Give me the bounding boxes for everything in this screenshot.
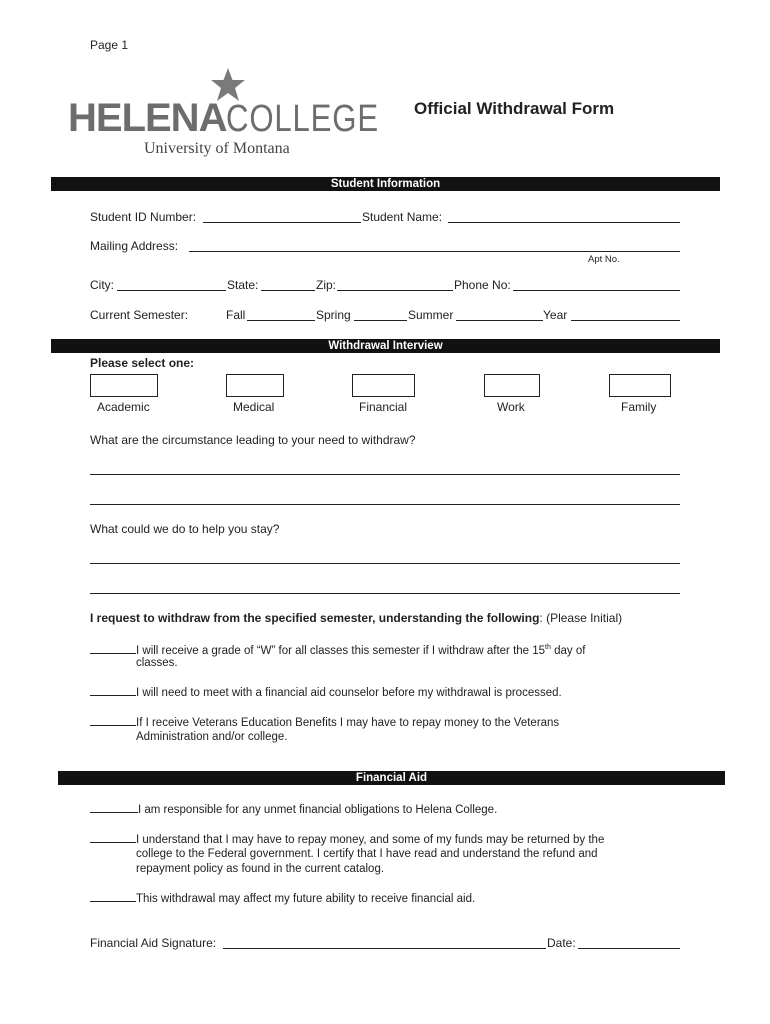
financial-item-future-text: This withdrawal may affect my future ability to receive financial aid. [136, 893, 476, 905]
request-item-counselor-text: I will need to meet with a financial aid counselor before my withdrawal is processed. [136, 687, 562, 699]
financial-item-future [90, 891, 475, 907]
financial-item-repay-cont1: college to the Federal government. I certify that I have read and understand the refund and [136, 848, 598, 860]
date-field[interactable] [578, 948, 680, 949]
current-semester-label: Current Semester: [90, 308, 189, 322]
option-family-label: Family [621, 400, 657, 414]
mailing-address-field[interactable] [189, 251, 680, 252]
question-circumstance: What are the circumstance leading to your need to withdraw? [90, 433, 416, 447]
financial-item-unmet-text: I am responsible for any unmet financial obligations to Helena College. [138, 804, 498, 816]
financial-item-repay-cont2: repayment policy as found in the current catalog. [136, 863, 385, 875]
state-field[interactable] [261, 290, 315, 291]
select-prompt: Please select one: [90, 356, 195, 370]
request-heading-bold: I request to withdraw from the specified semester, understanding the following [90, 611, 540, 625]
checkbox-work[interactable] [484, 374, 540, 397]
state-label: State: [227, 278, 259, 292]
student-id-label: Student ID Number: [90, 210, 197, 224]
option-financial-label: Financial [359, 400, 408, 414]
logo-subtitle: University of Montana [144, 140, 290, 157]
zip-field[interactable] [337, 290, 453, 291]
request-item-grade-text: I will receive a grade of “W” for all classes this semester if I withdraw after the 15 [136, 644, 546, 657]
initial-field-veterans[interactable] [90, 715, 136, 726]
initial-field-repay[interactable] [90, 832, 136, 843]
signature-field[interactable] [223, 948, 546, 949]
student-name-field[interactable] [448, 222, 680, 223]
request-heading-normal: : (Please Initial) [539, 611, 623, 625]
signature-label: Financial Aid Signature: [90, 936, 217, 950]
logo-word-college: COLLEGE [226, 98, 380, 140]
superscript-th: th [545, 644, 551, 651]
student-id-field[interactable] [203, 222, 361, 223]
college-logo [68, 66, 380, 162]
date-label: Date: [547, 936, 576, 950]
section-withdrawal-interview: Withdrawal Interview [51, 339, 720, 353]
answer-line-4[interactable] [90, 593, 680, 594]
checkbox-family[interactable] [609, 374, 671, 397]
phone-field[interactable] [513, 290, 680, 291]
section-student-information: Student Information [51, 177, 720, 191]
zip-label: Zip: [316, 278, 337, 292]
option-medical-label: Medical [233, 400, 275, 414]
phone-label: Phone No: [454, 278, 511, 292]
option-work-label: Work [497, 400, 525, 414]
summer-field[interactable] [456, 320, 543, 321]
year-field[interactable] [571, 320, 680, 321]
financial-item-unmet [90, 802, 497, 818]
request-heading [90, 611, 622, 625]
checkbox-medical[interactable] [226, 374, 284, 397]
student-name-label: Student Name: [362, 210, 443, 224]
question-help-stay: What could we do to help you stay? [90, 522, 280, 536]
checkbox-financial[interactable] [352, 374, 415, 397]
initial-field-counselor[interactable] [90, 685, 136, 696]
initial-field-unmet[interactable] [90, 802, 138, 813]
spring-label: Spring [316, 308, 351, 322]
fall-field[interactable] [247, 320, 315, 321]
initial-field-grade[interactable] [90, 643, 136, 654]
fall-label: Fall [226, 308, 246, 322]
city-field[interactable] [117, 290, 226, 291]
spring-field[interactable] [354, 320, 407, 321]
request-item-veterans [90, 715, 559, 731]
financial-item-repay [90, 832, 604, 848]
initial-field-future[interactable] [90, 891, 136, 902]
option-academic-label: Academic [97, 400, 150, 414]
answer-line-2[interactable] [90, 504, 680, 505]
answer-line-1[interactable] [90, 474, 680, 475]
request-item-veterans-text: If I receive Veterans Education Benefits I may have to repay money to the Veterans [136, 717, 560, 729]
checkbox-academic[interactable] [90, 374, 158, 397]
apt-no-label: Apt No. [588, 254, 620, 265]
section-financial-aid: Financial Aid [58, 771, 725, 785]
city-label: City: [90, 278, 114, 292]
logo-word-helena: HELENA [68, 96, 227, 140]
request-item-grade-text-end: day of [550, 644, 586, 657]
request-item-grade-cont: classes. [136, 657, 178, 669]
financial-item-repay-text: I understand that I may have to repay money, and some of my funds may be returned by the [136, 834, 605, 846]
request-item-veterans-cont: Administration and/or college. [136, 731, 288, 743]
request-item-counselor [90, 685, 562, 701]
year-label: Year [543, 308, 568, 322]
mailing-address-label: Mailing Address: [90, 239, 179, 253]
form-title: Official Withdrawal Form [414, 99, 615, 118]
answer-line-3[interactable] [90, 563, 680, 564]
summer-label: Summer [408, 308, 454, 322]
page-label: Page 1 [90, 38, 129, 52]
